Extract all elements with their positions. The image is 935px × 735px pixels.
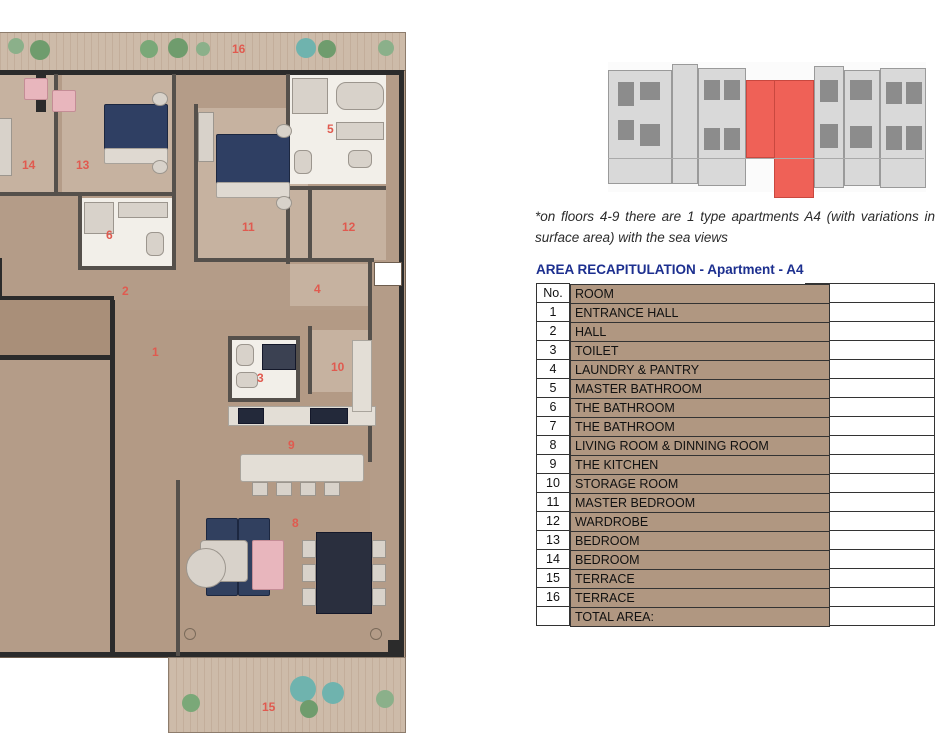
round-table <box>186 548 226 588</box>
bar-stool <box>252 482 268 496</box>
table-row <box>537 474 935 493</box>
row-room-name: TERRACE <box>570 588 830 608</box>
plant-icon <box>300 700 318 718</box>
plant-icon <box>376 690 394 708</box>
row-number: 12 <box>537 512 570 531</box>
nightstand-furniture <box>276 124 292 138</box>
wall-segment <box>0 355 114 360</box>
armchair-furniture <box>24 78 48 100</box>
shower-fixture <box>262 344 296 370</box>
table-header-row <box>537 284 935 303</box>
armchair-furniture <box>252 540 284 590</box>
row-room-name: TOTAL AREA: <box>570 607 830 627</box>
row-room-name: LIVING ROOM & DINNING ROOM <box>570 436 830 456</box>
row-number: 5 <box>537 379 570 398</box>
table-row <box>537 588 935 607</box>
bed-linen <box>216 182 290 198</box>
room-number-label: 6 <box>106 228 113 242</box>
dining-chair <box>302 540 316 558</box>
room-hall-corridor <box>0 300 114 358</box>
shower-fixture <box>292 78 328 114</box>
room-number-label: 1 <box>152 345 159 359</box>
row-number <box>537 607 570 626</box>
row-room-name: HALL <box>570 322 830 342</box>
sink-fixture <box>236 372 258 388</box>
pantry-counter <box>352 340 372 412</box>
area-recapitulation-title: AREA RECAPITULATION - Apartment - A4 <box>536 262 804 277</box>
wall-segment <box>0 296 114 300</box>
wall-segment <box>228 336 232 402</box>
desk-furniture <box>0 118 12 176</box>
floors-note: *on floors 4-9 there are 1 type apartments A4 (with variations in surface area) with the sea views <box>535 209 935 245</box>
highlighted-apartment <box>774 80 814 198</box>
table-row <box>537 417 935 436</box>
table-row <box>537 398 935 417</box>
room-number-label: 13 <box>76 158 90 172</box>
dining-chair <box>372 540 386 558</box>
dining-chair <box>372 564 386 582</box>
row-number: 8 <box>537 436 570 455</box>
row-room-name: LAUNDRY & PANTRY <box>570 360 830 380</box>
wall-segment <box>228 336 300 340</box>
wardrobe-furniture <box>198 112 214 162</box>
wall-segment <box>172 74 176 270</box>
row-room-name: THE BATHROOM <box>570 417 830 437</box>
toilet-fixture <box>294 150 312 174</box>
wall-segment <box>296 336 300 402</box>
room-number-label: 16 <box>232 42 246 56</box>
row-room-name: MASTER BEDROOM <box>570 493 830 513</box>
bathtub-fixture <box>336 82 384 110</box>
row-room-name: WARDROBE <box>570 512 830 532</box>
wall-segment <box>176 480 180 656</box>
table-row <box>537 379 935 398</box>
toilet-fixture <box>236 344 254 366</box>
plant-icon <box>318 40 336 58</box>
table-row <box>537 493 935 512</box>
table-row <box>537 569 935 588</box>
dining-table <box>316 532 372 614</box>
wall-segment <box>308 186 312 262</box>
plant-icon <box>30 40 50 60</box>
sink-fixture <box>238 408 264 424</box>
room-laundry-pantry-4 <box>290 264 368 306</box>
wall-segment <box>0 192 174 196</box>
room-number-label: 5 <box>327 122 334 136</box>
row-number: 4 <box>537 360 570 379</box>
table-row <box>537 341 935 360</box>
cooktop-appliance <box>310 408 348 424</box>
wall-segment <box>290 186 386 190</box>
highlighted-apartment <box>746 80 776 158</box>
wall-segment <box>308 326 312 394</box>
armchair-furniture <box>52 90 76 112</box>
ceiling-fixture <box>370 628 382 640</box>
area-recapitulation-table <box>536 283 935 626</box>
row-number: 6 <box>537 398 570 417</box>
table-icon <box>296 38 316 58</box>
row-number: 11 <box>537 493 570 512</box>
wall-segment <box>228 398 300 402</box>
vanity-fixture <box>336 122 384 140</box>
table-row <box>537 303 935 322</box>
wall-segment <box>78 196 82 270</box>
plant-icon <box>378 40 394 56</box>
floor-plan <box>0 0 420 735</box>
table-row <box>537 512 935 531</box>
room-number-label: 15 <box>262 700 276 714</box>
table-row <box>537 531 935 550</box>
column-header: No. <box>537 284 570 303</box>
plant-icon <box>168 38 188 58</box>
row-number: 10 <box>537 474 570 493</box>
row-number: 16 <box>537 588 570 607</box>
column-header: ROOM <box>570 284 830 304</box>
wall-segment <box>194 258 374 262</box>
row-number: 13 <box>537 531 570 550</box>
table-icon <box>322 682 344 704</box>
room-number-label: 12 <box>342 220 356 234</box>
kitchen-island <box>240 454 364 482</box>
nightstand-furniture <box>152 160 168 174</box>
sink-fixture <box>348 150 372 168</box>
dining-chair <box>372 588 386 606</box>
row-room-name: THE BATHROOM <box>570 398 830 418</box>
bar-stool <box>300 482 316 496</box>
terrace-bottom <box>168 657 406 733</box>
wall-segment <box>0 70 404 75</box>
row-number: 1 <box>537 303 570 322</box>
room-number-label: 3 <box>257 371 264 385</box>
plant-icon <box>182 694 200 712</box>
room-number-label: 11 <box>242 220 255 234</box>
table-row <box>537 607 935 626</box>
wall-column <box>388 640 402 656</box>
room-number-label: 4 <box>314 282 321 296</box>
plant-icon <box>8 38 24 54</box>
table-row <box>537 322 935 341</box>
wall-segment <box>110 300 115 656</box>
row-room-name: TOILET <box>570 341 830 361</box>
room-number-label: 9 <box>288 438 295 452</box>
row-number: 2 <box>537 322 570 341</box>
row-number: 7 <box>537 417 570 436</box>
room-number-label: 14 <box>22 158 36 172</box>
dining-chair <box>302 588 316 606</box>
room-number-label: 8 <box>292 516 299 530</box>
balcony-area <box>374 262 402 286</box>
wall-column <box>0 258 2 298</box>
wall-segment <box>399 70 404 656</box>
room-number-label: 2 <box>122 284 129 298</box>
row-room-name: STORAGE ROOM <box>570 474 830 494</box>
row-room-name: BEDROOM <box>570 550 830 570</box>
bar-stool <box>324 482 340 496</box>
nightstand-furniture <box>152 92 168 106</box>
bar-stool <box>276 482 292 496</box>
plant-icon <box>196 42 210 56</box>
row-room-name: BEDROOM <box>570 531 830 551</box>
room-number-label: 10 <box>331 360 345 374</box>
row-room-name: ENTRANCE HALL <box>570 303 830 323</box>
table-row <box>537 550 935 569</box>
vanity-fixture <box>118 202 168 218</box>
wall-segment <box>78 266 176 270</box>
row-room-name: MASTER BATHROOM <box>570 379 830 399</box>
dining-chair <box>302 564 316 582</box>
row-number: 14 <box>537 550 570 569</box>
table-row <box>537 360 935 379</box>
row-number: 3 <box>537 341 570 360</box>
row-room-name: TERRACE <box>570 569 830 589</box>
row-number: 15 <box>537 569 570 588</box>
row-room-name: THE KITCHEN <box>570 455 830 475</box>
table-row <box>537 436 935 455</box>
building-keyplan <box>608 62 926 192</box>
nightstand-furniture <box>276 196 292 210</box>
ceiling-fixture <box>184 628 196 640</box>
row-number: 9 <box>537 455 570 474</box>
table-icon <box>290 676 316 702</box>
plant-icon <box>140 40 158 58</box>
table-row <box>537 455 935 474</box>
toilet-fixture <box>146 232 164 256</box>
